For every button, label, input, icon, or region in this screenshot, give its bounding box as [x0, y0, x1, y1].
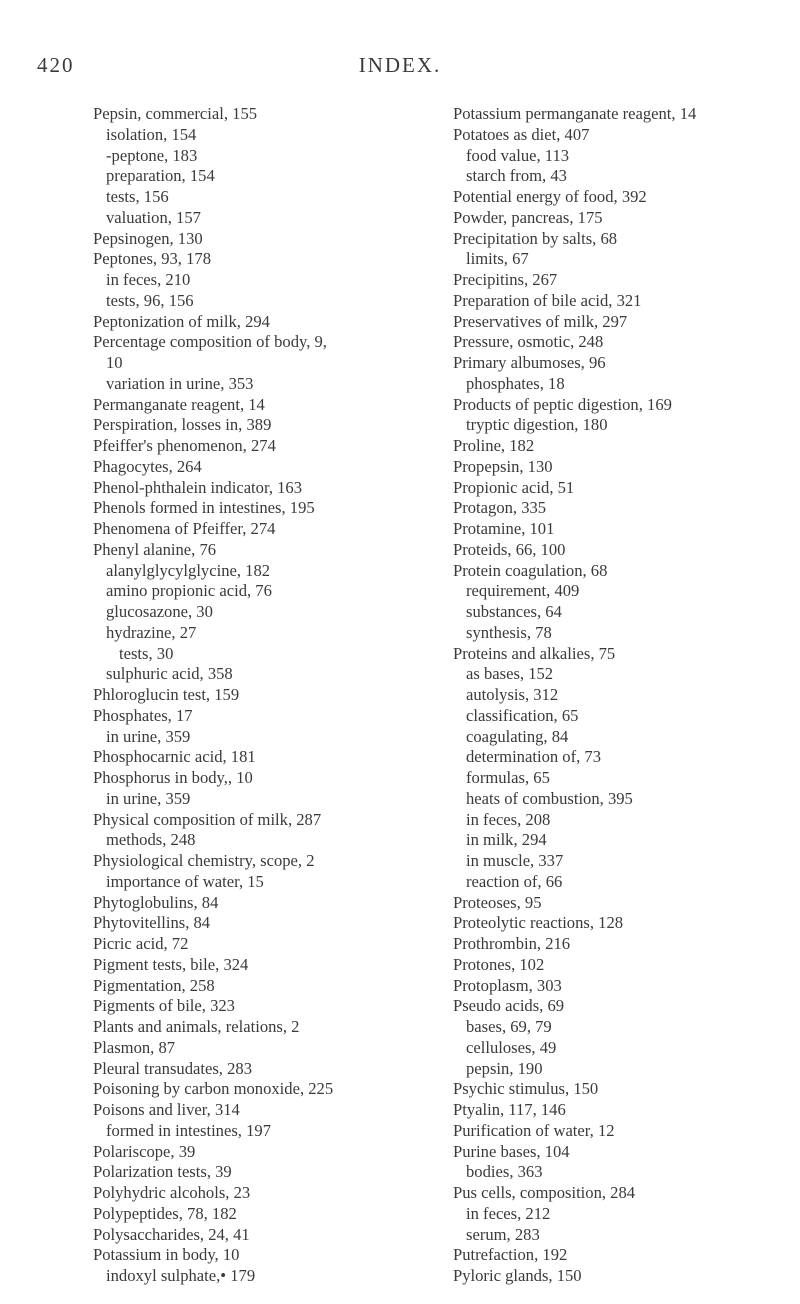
index-subentry: bodies, 363: [466, 1162, 543, 1182]
index-entry: Pressure, osmotic, 248: [453, 332, 604, 352]
index-entry: Potential energy of food, 392: [453, 187, 647, 206]
index-subentry: tests, 156: [106, 187, 169, 206]
index-subentry: tests, 96, 156: [106, 290, 194, 310]
index-subentry: hydrazine, 27: [106, 622, 197, 642]
index-entry: Pyloric glands, 150: [453, 1266, 582, 1285]
index-entry: Powder, pancreas, 175: [453, 207, 603, 227]
index-entry: Purification of water, 12: [453, 1120, 615, 1140]
index-subentry: serum, 283: [466, 1224, 540, 1244]
index-subentry: tryptic digestion, 180: [466, 415, 608, 435]
index-entry: Preservatives of milk, 297: [453, 311, 628, 331]
index-subentry: in feces, 212: [466, 1203, 551, 1223]
index-entry: Proteids, 66, 100: [453, 539, 566, 559]
index-entry: Pepsin, commercial, 155: [93, 104, 258, 123]
index-entry: Plants and animals, relations, 2: [93, 1017, 300, 1036]
index-entry: Ptyalin, 117, 146: [453, 1100, 566, 1119]
index-subentry: methods, 248: [106, 830, 196, 850]
index-subentry: heats of combustion, 395: [466, 788, 633, 808]
index-subentry: preparation, 154: [106, 166, 215, 186]
index-entry: Potatoes as diet, 407: [453, 124, 590, 144]
index-entry: Pus cells, composition, 284: [453, 1183, 636, 1202]
index-subentry: indoxyl sulphate,• 179: [106, 1266, 256, 1285]
index-entry: Poisons and liver, 314: [93, 1100, 240, 1119]
index-entry: Pleural transudates, 283: [93, 1058, 252, 1078]
index-entry: Pepsinogen, 130: [93, 228, 203, 248]
index-entry: Perspiration, losses in, 389: [93, 415, 272, 435]
index-subentry: starch from, 43: [466, 166, 567, 186]
index-entry: Pigmentation, 258: [93, 975, 215, 995]
index-subentry: in feces, 208: [466, 809, 551, 829]
index-subentry: in muscle, 337: [466, 851, 564, 870]
index-entry: Physical composition of milk, 287: [93, 809, 322, 829]
index-entry: Phosphorus in body,, 10: [93, 768, 253, 787]
index-entry: Primary albumoses, 96: [453, 353, 606, 372]
index-entry: Precipitins, 267: [453, 270, 558, 289]
index-entry: Proline, 182: [453, 436, 535, 455]
index-entry: Propionic acid, 51: [453, 477, 575, 497]
index-entry: Phenols formed in intestines, 195: [93, 498, 315, 518]
index-subentry: valuation, 157: [106, 207, 201, 227]
index-entry: Phagocytes, 264: [93, 456, 202, 476]
page-title: INDEX.: [358, 53, 442, 77]
index-entry: Percentage composition of body, 9,: [93, 332, 327, 352]
index-entry: Phenol-phthalein indicator, 163: [93, 477, 303, 497]
index-entry: Proteolytic reactions, 128: [453, 913, 624, 933]
index-entry: Potassium permanganate reagent, 14: [453, 104, 697, 123]
index-subentry: variation in urine, 353: [106, 373, 254, 393]
index-entry: Polysaccharides, 24, 41: [93, 1224, 250, 1244]
index-entry: Picric acid, 72: [93, 934, 189, 953]
index-entry: Pigments of bile, 323: [93, 996, 235, 1016]
index-entry: Protoplasm, 303: [453, 975, 562, 995]
index-entry: Pigment tests, bile, 324: [93, 954, 249, 974]
index-entry: Pfeiffer's phenomenon, 274: [93, 436, 276, 455]
index-entry: Putrefaction, 192: [453, 1245, 568, 1265]
index-entry: Purine bases, 104: [453, 1141, 570, 1161]
index-subentry: formed in intestines, 197: [106, 1120, 271, 1140]
index-column-right: [453, 104, 793, 1287]
index-entry: Preparation of bile acid, 321: [453, 290, 642, 310]
index-subentry: amino propionic acid, 76: [106, 581, 272, 601]
index-entry: Protagon, 335: [453, 498, 547, 518]
index-entry: Phloroglucin test, 159: [93, 685, 240, 704]
index-subentry: determination of, 73: [466, 747, 602, 767]
index-entry: Polarization tests, 39: [93, 1162, 232, 1182]
index-entry: Protein coagulation, 68: [453, 560, 608, 580]
index-subentry: importance of water, 15: [106, 871, 264, 891]
index-subentry: isolation, 154: [106, 124, 197, 144]
index-entry: Phenomena of Pfeiffer, 274: [93, 519, 276, 538]
index-entry: Psychic stimulus, 150: [453, 1079, 599, 1099]
index-entry: Phenyl alanine, 76: [93, 539, 217, 559]
index-entry: Phytoglobulins, 84: [93, 892, 219, 912]
index-subentry: in feces, 210: [106, 270, 191, 289]
index-subentry: glucosazone, 30: [106, 602, 213, 621]
index-entry: Phytovitellins, 84: [93, 913, 211, 933]
index-entry: Polypeptides, 78, 182: [93, 1203, 237, 1223]
index-entry: Potassium in body, 10: [93, 1245, 240, 1265]
index-entry: Protones, 102: [453, 954, 545, 974]
index-subentry: bases, 69, 79: [466, 1017, 552, 1036]
index-subentry: in milk, 294: [466, 830, 547, 850]
index-column-left: [93, 104, 423, 1287]
index-subentry: in urine, 359: [106, 726, 191, 746]
index-subentry: formulas, 65: [466, 768, 550, 787]
index-subentry: as bases, 152: [466, 664, 554, 684]
index-subentry: tests, 30: [119, 643, 174, 663]
index-subentry: synthesis, 78: [466, 622, 552, 642]
index-entry: Polyhydric alcohols, 23: [93, 1183, 251, 1202]
index-subentry: -peptone, 183: [106, 145, 198, 165]
index-subentry: requirement, 409: [466, 581, 580, 601]
page-header: [0, 53, 800, 83]
index-entry: Protamine, 101: [453, 519, 555, 538]
index-entry: Peptones, 93, 178: [93, 249, 211, 269]
index-entry: Permanganate reagent, 14: [93, 394, 265, 414]
index-entry: Proteoses, 95: [453, 892, 542, 912]
index-subentry: phosphates, 18: [466, 373, 565, 393]
page-number: 420: [37, 53, 75, 77]
index-entry: Plasmon, 87: [93, 1037, 176, 1057]
index-subentry: food value, 113: [466, 145, 570, 165]
index-entry: Poisoning by carbon monoxide, 225: [93, 1079, 334, 1099]
index-subentry: coagulating, 84: [466, 726, 569, 746]
index-entry: Polariscope, 39: [93, 1141, 196, 1161]
index-subentry: classification, 65: [466, 705, 579, 725]
index-subentry: alanylglycylglycine, 182: [106, 560, 271, 580]
index-entry: Physiological chemistry, scope, 2: [93, 851, 315, 870]
index-subentry: autolysis, 312: [466, 685, 559, 704]
index-subentry: celluloses, 49: [466, 1037, 557, 1057]
index-subentry: sulphuric acid, 358: [106, 664, 233, 684]
index-entry: Phosphates, 17: [93, 705, 193, 725]
index-entry: Precipitation by salts, 68: [453, 228, 618, 248]
index-entry: Propepsin, 130: [453, 456, 553, 476]
index-entry: Pseudo acids, 69: [453, 996, 565, 1016]
index-subentry: substances, 64: [466, 602, 562, 621]
index-subentry: reaction of, 66: [466, 871, 563, 891]
index-entry: Peptonization of milk, 294: [93, 311, 270, 331]
index-entry: Products of peptic digestion, 169: [453, 394, 672, 414]
index-subentry: pepsin, 190: [466, 1058, 543, 1078]
index-entry: Proteins and alkalies, 75: [453, 643, 616, 663]
index-entry: Phosphocarnic acid, 181: [93, 747, 256, 767]
index-subentry: limits, 67: [466, 249, 529, 269]
index-entry: Prothrombin, 216: [453, 934, 571, 953]
index-subentry: in urine, 359: [106, 788, 191, 808]
index-subentry: 10: [106, 353, 123, 372]
